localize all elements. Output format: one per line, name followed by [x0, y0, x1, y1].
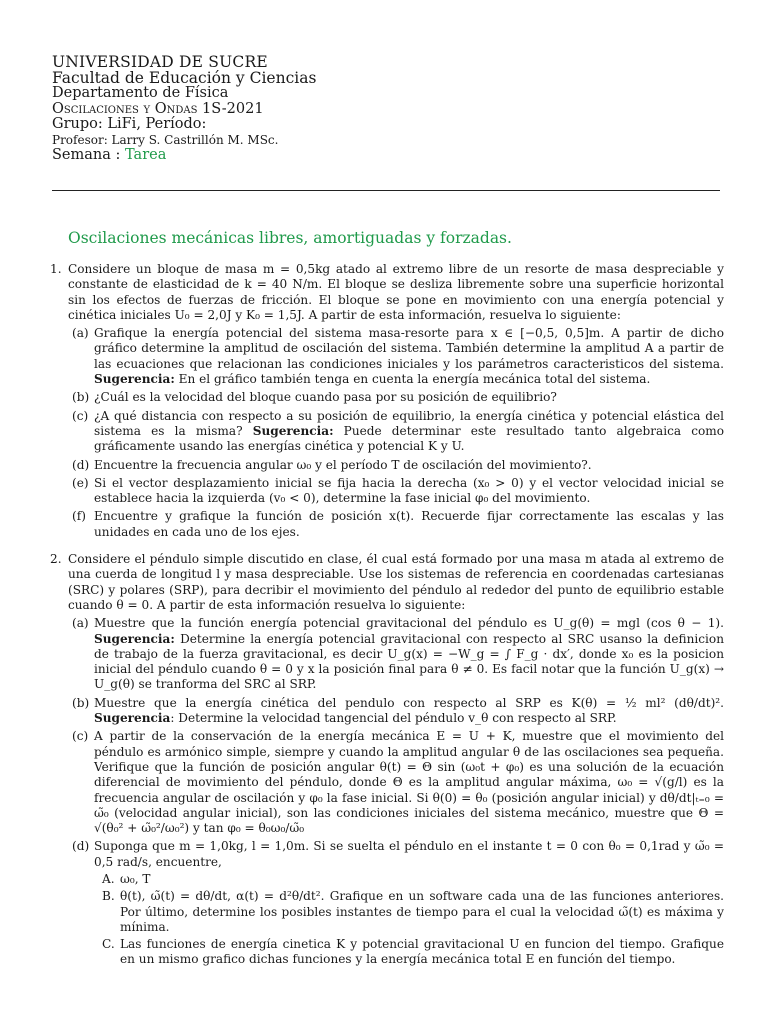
subquestion-2b — [68, 696, 724, 727]
document-header — [52, 55, 732, 164]
subquestion-text: Suponga que m = 1,0kg, l = 1,0m. Si se suelta el péndulo en el instante t = 0 con θ₀ = 0,1rad y ω̃₀ = 0,5 rad/s, encuentre, — [94, 839, 724, 869]
course-title: Oscilaciones y Ondas — [52, 100, 198, 117]
department-name: Departamento de Física — [52, 85, 229, 102]
question-2 — [52, 552, 724, 968]
subquestion-text: Encuentre y grafique la función de posición x(t). Recuerde fijar correctamente las escalas y las unidades en cada uno de los ejes. — [94, 509, 724, 539]
subquestion-1c — [68, 409, 724, 455]
item-label: B. — [102, 889, 115, 904]
assignment-body — [52, 262, 724, 968]
item-text: ω₀, T — [120, 871, 151, 886]
subquestion-text: Muestre que la función energía potencial gravitacional del péndulo es U_g(θ) = mgl (cos θ − 1). — [94, 616, 724, 631]
header-divider — [52, 190, 720, 191]
hint-text: En el gráfico también tenga en cuenta la energía mecánica total del sistema. — [174, 372, 651, 387]
item-label: A. — [102, 871, 115, 886]
subquestion-label: (c) — [72, 408, 89, 423]
hint-label: Sugerencia — [94, 711, 171, 726]
subquestion-1b — [68, 390, 724, 405]
subquestion-text: Grafique la energía potencial del sistema masa-resorte para x ∈ [−0,5, 0,5]m. A partir de dicho gráfico determine la amplitud de oscilación del sistema. También determine la amplitud A a partir de las ecuaciones que relacionan las condiciones iniciales y los parámetros caracteristicos del sistema. — [94, 326, 724, 371]
subquestion-1d — [68, 458, 724, 473]
subquestion-1a — [68, 326, 724, 387]
week-value: Tarea — [125, 146, 167, 163]
item-2d-B — [94, 889, 724, 935]
assignment-title: Oscilaciones mecánicas libres, amortiguadas y forzadas. — [68, 229, 512, 247]
subquestion-2a — [68, 616, 724, 692]
subquestion-label: (b) — [72, 695, 90, 710]
subquestion-2c — [68, 729, 724, 836]
subquestion-1e — [68, 476, 724, 507]
week-line — [52, 148, 732, 164]
hint-label: Sugerencia: — [94, 372, 175, 387]
subquestion-label: (e) — [72, 475, 89, 490]
item-2d-C — [94, 937, 724, 968]
item-2d-A — [94, 872, 724, 887]
week-label: Semana : — [52, 146, 125, 163]
question-text: Considere un bloque de masa m = 0,5kg atado al extremo libre de un resorte de masa despreciable y constante de elasticidad de k = 40 N/m. El bloque se desliza libremente sobre una superficie horizontal sin los efectos de fuerzas de fricción. El bloque se pone en movimiento con una energía potencial y cinética iniciales U₀ = 2,0J y K₀ = 1,5J. A partir de esta información, resuelva lo siguiente: — [68, 262, 724, 322]
course-term: 1S-2021 — [197, 100, 264, 117]
subquestion-label: (d) — [72, 839, 90, 854]
hint-text: : Determine la velocidad tangencial del péndulo v_θ con respecto al SRP. — [170, 711, 617, 726]
hint-text: Puede determinar este resultado tanto algebraica como gráficamente usando las energías cinética y potencial K y U. — [94, 423, 725, 454]
question-number: 1. — [50, 262, 62, 276]
hint-label: Sugerencia: — [94, 631, 175, 646]
subquestion-label: (a) — [72, 326, 89, 341]
university-name: UNIVERSIDAD DE SUCRE — [52, 53, 268, 71]
professor-line: Profesor: Larry S. Castrillón M. MSc. — [52, 132, 279, 147]
subquestion-label: (a) — [72, 616, 89, 631]
question-1 — [52, 262, 724, 540]
item-text: Las funciones de energía cinetica K y potencial gravitacional U en funcion del tiempo. Grafique en un mismo grafico dichas funciones y la energía mecánica total E en función del tiempo. — [120, 937, 724, 967]
subquestion-text: ¿Cuál es la velocidad del bloque cuando pasa por su posición de equilibrio? — [94, 390, 557, 405]
course-name — [52, 102, 732, 118]
subquestion-text: Muestre que la energía cinética del pendulo con respecto al SRP es K(θ) = ½ ml² (dθ/dt)². — [94, 695, 724, 710]
subquestion-text: Encuentre la frecuencia angular ω₀ y el período T de oscilación del movimiento?. — [94, 457, 592, 472]
hint-label: Sugerencia: — [252, 423, 334, 438]
group-line: Grupo: LiFi, Período: — [52, 116, 207, 133]
subquestion-label: (b) — [72, 390, 90, 405]
hint-text: Determine la energía potencial gravitacional con respecto al SRC usanso la definicion de trabajo de la fuerza gravitacional, es decir U_g(x) = −W_g = ∫ F_g · dx′, donde x₀ es la posicion inicial del péndulo cuando θ = 0 y x la posición final para θ ≠ 0. Es facil notar que la función U_g(x) → U_g(θ) se tranforma del SRC al SRP. — [94, 631, 724, 692]
subquestion-1f — [68, 509, 724, 540]
subquestion-label: (f) — [72, 509, 86, 524]
item-text: θ(t), ω̃(t) = dθ/dt, α(t) = d²θ/dt². Grafique en un software cada una de las funciones anteriores. Por último, determine los posibles instantes de tiempo para el cual la velocidad ω̃(t) es máxima y mínima. — [120, 889, 724, 934]
subquestion-text: ¿A qué distancia con respecto a su posición de equilibrio, la energía cinética y potencial elástica del sistema es la misma? — [94, 408, 724, 438]
subquestion-text: A partir de la conservación de la energía mecánica E = U + K, muestre que el movimiento del péndulo es armónico simple, siempre y cuando la amplitud angular θ de las oscilaciones sea pequeña. Verifique que la función de posición angular θ(t) = Θ sin (ω₀t + φ₀) es una solución de la ecuación diferencial de movimiento del péndulo, donde Θ es la amplitud angular máxima, ω₀ = √(g/l) es la frecuencia angular de oscilación y φ₀ la fase inicial. Si θ(0) = θ₀ (posición angular inicial) y dθ/dt|ₜ₌₀ = ω̃₀ (velocidad angular inicial), son las condiciones iniciales del sistema mecánico, muestre que Θ = √(θ₀² + ω̃₀²/ω₀²) y tan φ₀ = θ₀ω₀/ω̃₀ — [94, 729, 724, 836]
subquestion-label: (c) — [72, 729, 89, 744]
subquestion-text: Si el vector desplazamiento inicial se fija hacia la derecha (x₀ > 0) y el vector velocidad inicial se establece hacia la izquierda (v₀ < 0), determine la fase inicial φ₀ del movimiento. — [94, 475, 724, 506]
item-label: C. — [102, 937, 115, 952]
subquestion-label: (d) — [72, 457, 90, 472]
question-number: 2. — [50, 552, 62, 567]
faculty-name: Facultad de Educación y Ciencias — [52, 68, 317, 87]
question-text: Considere el péndulo simple discutido en clase, él cual está formado por una masa m atada al extremo de una cuerda de longitud l y masa despreciable. Use los sistemas de referencia en coordenadas cartesianas (SRC) y polares (SRP), para decribir el movimiento del péndulo al rededor del punto de equilibrio estable cuando θ = 0. A partir de esta información resuelva lo siguiente: — [68, 552, 724, 612]
subquestion-2d — [68, 839, 724, 967]
